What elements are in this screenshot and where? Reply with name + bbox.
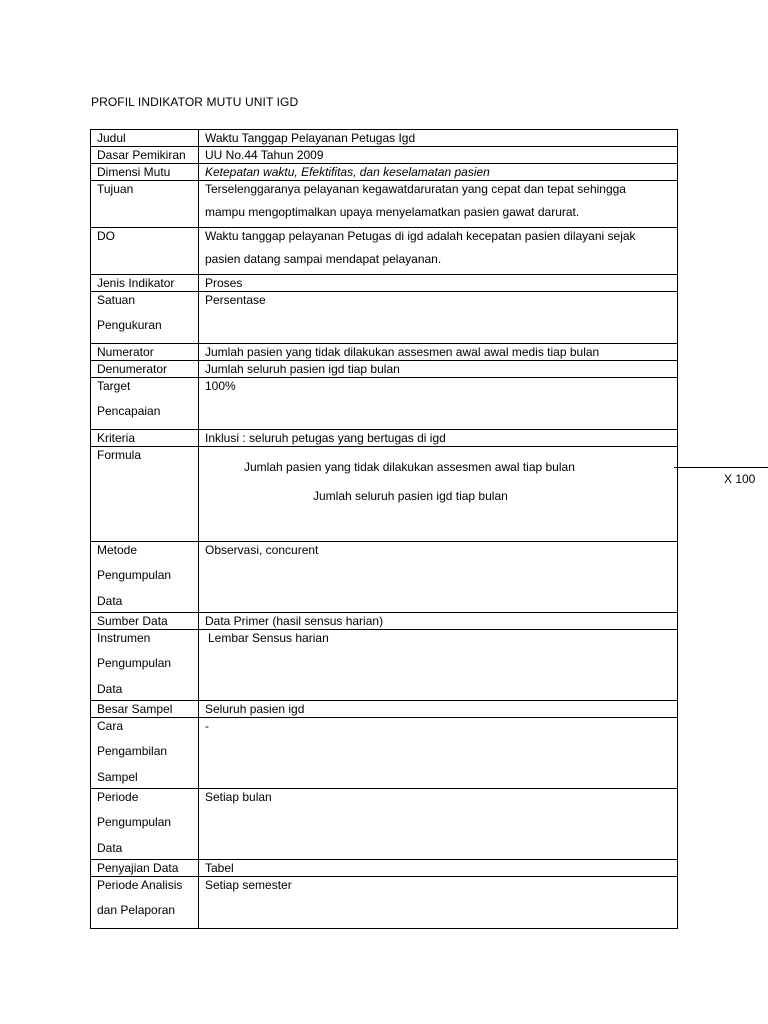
row-value-tujuan: [199, 181, 678, 228]
periode-label-line-1: Periode: [97, 790, 139, 804]
periode-label-line-3: Data: [97, 841, 123, 855]
row-label-dimensi-mutu: Dimensi Mutu: [91, 164, 199, 181]
row-value-penyajian-data: Tabel: [199, 860, 678, 877]
table-row: [91, 789, 678, 860]
row-value-periode-pengumpulan-data: Setiap bulan: [199, 789, 678, 860]
do-line-1: Waktu tanggap pelayanan Petugas di igd adalah kecepatan pasien dilayani sejak: [205, 229, 636, 243]
row-value-numerator: Jumlah pasien yang tidak dilakukan assesmen awal awal medis tiap bulan: [199, 344, 678, 361]
table-row: [91, 344, 678, 361]
formula-numerator: Jumlah pasien yang tidak dilakukan assesmen awal tiap bulan: [244, 460, 575, 474]
row-label-formula: Formula: [91, 447, 199, 542]
row-label-do: DO: [91, 228, 199, 275]
do-line-2: pasien datang sampai mendapat pelayanan.: [205, 252, 442, 266]
row-label-tujuan: Tujuan: [91, 181, 199, 228]
satuan-label-line-1: Satuan: [97, 293, 136, 307]
metode-label-line-3: Data: [97, 594, 123, 608]
row-label-satuan-pengukuran: [91, 292, 199, 344]
row-label-denumerator: Denumerator: [91, 361, 199, 378]
table-row: [91, 378, 678, 430]
row-value-besar-sampel: Seluruh pasien igd: [199, 701, 678, 718]
row-value-do: [199, 228, 678, 275]
row-value-dimensi-mutu: Ketepatan waktu, Efektifitas, dan keselamatan pasien: [199, 164, 678, 181]
row-label-besar-sampel: Besar Sampel: [91, 701, 199, 718]
row-value-metode-pengumpulan-data: Observasi, concurent: [199, 542, 678, 613]
table-row: [91, 430, 678, 447]
row-value-sumber-data: Data Primer (hasil sensus harian): [199, 613, 678, 630]
metode-label-line-2: Pengumpulan: [97, 568, 172, 582]
table-row: [91, 130, 678, 147]
table-row: [91, 275, 678, 292]
row-value-dasar-pemikiran: UU No.44 Tahun 2009: [199, 147, 678, 164]
row-label-penyajian-data: Penyajian Data: [91, 860, 199, 877]
row-label-sumber-data: Sumber Data: [91, 613, 199, 630]
row-value-periode-analisis: Setiap semester: [199, 877, 678, 929]
tujuan-line-2: mampu mengoptimalkan upaya menyelamatkan pasien gawat darurat.: [205, 205, 580, 219]
table-row: [91, 147, 678, 164]
instrumen-label-line-1: Instrumen: [97, 631, 151, 645]
row-value-jenis-indikator: Proses: [199, 275, 678, 292]
table-row: [91, 361, 678, 378]
table-row: [91, 292, 678, 344]
table-row: [91, 542, 678, 613]
row-value-satuan-pengukuran: Persentase: [199, 292, 678, 344]
instrumen-label-line-3: Data: [97, 682, 123, 696]
target-label-line-2: Pencapaian: [97, 404, 161, 418]
row-value-denumerator: Jumlah seluruh pasien igd tiap bulan: [199, 361, 678, 378]
row-label-numerator: Numerator: [91, 344, 199, 361]
row-label-cara-pengambilan-sampel: [91, 718, 199, 789]
row-label-instrumen-pengumpulan-data: [91, 630, 199, 701]
row-value-target-pencapaian: 100%: [199, 378, 678, 430]
row-label-target-pencapaian: [91, 378, 199, 430]
indicator-profile-table: [90, 129, 678, 929]
target-label-line-1: Target: [97, 379, 131, 393]
cara-label-line-3: Sampel: [97, 770, 138, 784]
row-value-instrumen-pengumpulan-data: Lembar Sensus harian: [199, 630, 678, 701]
table-row: [91, 701, 678, 718]
table-row: [91, 613, 678, 630]
page-title: PROFIL INDIKATOR MUTU UNIT IGD: [91, 95, 299, 109]
tujuan-line-1: Terselenggaranya pelayanan kegawatdaruratan yang cepat dan tepat sehingga: [205, 182, 626, 196]
table-row: [91, 228, 678, 275]
row-label-periode-pengumpulan-data: [91, 789, 199, 860]
row-label-periode-analisis: [91, 877, 199, 929]
table-row: [91, 860, 678, 877]
formula-denominator: Jumlah seluruh pasien igd tiap bulan: [313, 489, 508, 503]
formula-multiplier: X 100: [724, 472, 756, 486]
row-label-kriteria: Kriteria: [91, 430, 199, 447]
table-row: [91, 630, 678, 701]
analisis-label-line-1: Periode Analisis: [97, 878, 183, 892]
row-value-formula: [199, 447, 678, 542]
row-label-jenis-indikator: Jenis Indikator: [91, 275, 199, 292]
cara-label-line-2: Pengambilan: [97, 744, 168, 758]
row-value-cara-pengambilan-sampel: -: [199, 718, 678, 789]
row-label-dasar-pemikiran: Dasar Pemikiran: [91, 147, 199, 164]
row-label-metode-pengumpulan-data: [91, 542, 199, 613]
row-value-judul: Waktu Tanggap Pelayanan Petugas Igd: [199, 130, 678, 147]
table-row: [91, 181, 678, 228]
metode-label-line-1: Metode: [97, 543, 138, 557]
row-value-kriteria: Inklusi : seluruh petugas yang bertugas di igd: [199, 430, 678, 447]
periode-label-line-2: Pengumpulan: [97, 815, 172, 829]
cara-label-line-1: Cara: [97, 719, 124, 733]
analisis-label-line-2: dan Pelaporan: [97, 903, 176, 917]
row-label-judul: Judul: [91, 130, 199, 147]
table-row: [91, 877, 678, 929]
formula-fraction-line: [674, 467, 768, 468]
table-row: [91, 718, 678, 789]
table-row: [91, 164, 678, 181]
satuan-label-line-2: Pengukuran: [97, 318, 162, 332]
instrumen-label-line-2: Pengumpulan: [97, 656, 172, 670]
table-row: [91, 447, 678, 542]
